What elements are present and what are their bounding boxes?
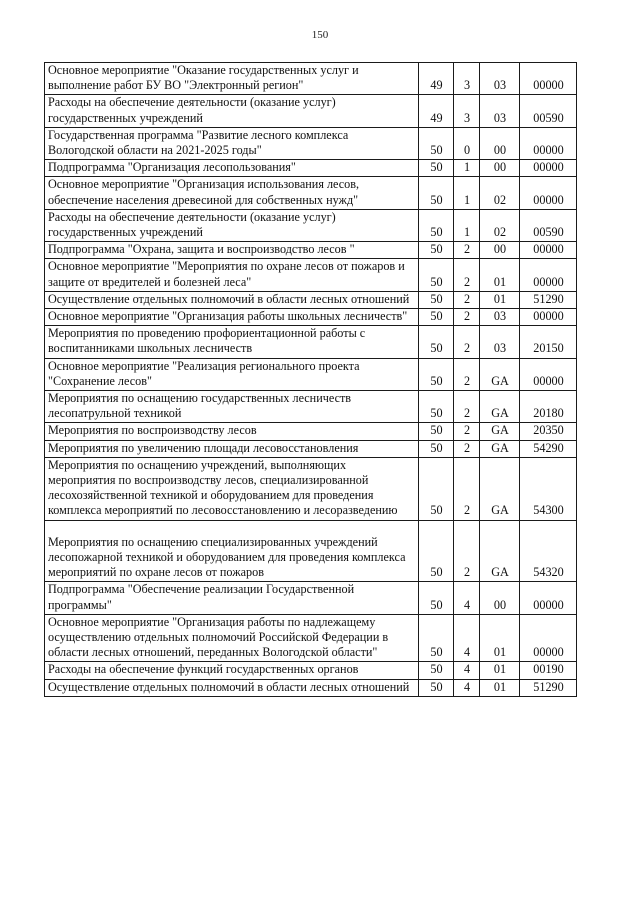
event-code: 00 bbox=[480, 127, 520, 159]
direction-code: 00000 bbox=[520, 614, 577, 662]
event-code: 00 bbox=[480, 242, 520, 259]
row-name: Расходы на обеспечение функций государственных органов bbox=[45, 662, 419, 679]
row-name: Мероприятия по оснащению учреждений, выполняющих мероприятия по воспроизводству лесов, специализированной лесохозяйственной техникой и оборудованием для проведения комплекса мероприятий по лесовосстановлению и лесоразведению bbox=[45, 457, 419, 520]
event-code: 00 bbox=[480, 582, 520, 614]
direction-code: 00000 bbox=[520, 242, 577, 259]
row-name: Осуществление отдельных полномочий в области лесных отношений bbox=[45, 679, 419, 696]
subprogram-code: 2 bbox=[454, 423, 480, 440]
row-name: Государственная программа "Развитие лесного комплекса Вологодской области на 2021-2025 годы" bbox=[45, 127, 419, 159]
direction-code: 51290 bbox=[520, 679, 577, 696]
table-row bbox=[45, 95, 577, 127]
table-row bbox=[45, 423, 577, 440]
event-code: 00 bbox=[480, 160, 520, 177]
row-name: Основное мероприятие "Организация работы школьных лесничеств" bbox=[45, 309, 419, 326]
program-code: 50 bbox=[419, 177, 454, 209]
table-row bbox=[45, 662, 577, 679]
direction-code: 00000 bbox=[520, 259, 577, 291]
row-name: Осуществление отдельных полномочий в области лесных отношений bbox=[45, 291, 419, 308]
event-code: GA bbox=[480, 391, 520, 423]
row-name: Подпрограмма "Обеспечение реализации Государственной программы" bbox=[45, 582, 419, 614]
direction-code: 00000 bbox=[520, 309, 577, 326]
program-code: 50 bbox=[419, 614, 454, 662]
program-code: 49 bbox=[419, 95, 454, 127]
direction-code: 20180 bbox=[520, 391, 577, 423]
subprogram-code: 2 bbox=[454, 309, 480, 326]
program-code: 50 bbox=[419, 242, 454, 259]
subprogram-code: 1 bbox=[454, 209, 480, 241]
event-code: 01 bbox=[480, 259, 520, 291]
program-code: 50 bbox=[419, 520, 454, 582]
event-code: 01 bbox=[480, 291, 520, 308]
subprogram-code: 2 bbox=[454, 520, 480, 582]
program-code: 50 bbox=[419, 582, 454, 614]
row-name: Основное мероприятие "Реализация регионального проекта "Сохранение лесов" bbox=[45, 358, 419, 390]
table-row bbox=[45, 160, 577, 177]
direction-code: 20350 bbox=[520, 423, 577, 440]
event-code: GA bbox=[480, 423, 520, 440]
direction-code: 00590 bbox=[520, 209, 577, 241]
event-code: 03 bbox=[480, 309, 520, 326]
event-code: 02 bbox=[480, 209, 520, 241]
row-name: Мероприятия по проведению профориентационной работы с воспитанниками школьных лесничеств bbox=[45, 326, 419, 358]
event-code: GA bbox=[480, 520, 520, 582]
program-code: 50 bbox=[419, 358, 454, 390]
table-row bbox=[45, 520, 577, 582]
table-row bbox=[45, 63, 577, 95]
table-row bbox=[45, 177, 577, 209]
table-row bbox=[45, 242, 577, 259]
subprogram-code: 2 bbox=[454, 457, 480, 520]
direction-code: 54320 bbox=[520, 520, 577, 582]
program-code: 50 bbox=[419, 209, 454, 241]
row-name: Основное мероприятие "Организация работы по надлежащему осуществлению отдельных полномочий Российской Федерации в области лесных отношений, переданных Вологодской области" bbox=[45, 614, 419, 662]
program-code: 50 bbox=[419, 160, 454, 177]
direction-code: 00000 bbox=[520, 127, 577, 159]
table-row bbox=[45, 440, 577, 457]
table-row bbox=[45, 457, 577, 520]
subprogram-code: 4 bbox=[454, 662, 480, 679]
subprogram-code: 1 bbox=[454, 160, 480, 177]
table-row bbox=[45, 209, 577, 241]
table-row bbox=[45, 614, 577, 662]
row-name: Мероприятия по оснащению специализированных учреждений лесопожарной техникой и оборудованием для проведения комплекса мероприятий по охране лесов от пожаров bbox=[45, 520, 419, 582]
direction-code: 00000 bbox=[520, 160, 577, 177]
subprogram-code: 2 bbox=[454, 440, 480, 457]
table-row bbox=[45, 127, 577, 159]
program-code: 50 bbox=[419, 457, 454, 520]
row-name: Расходы на обеспечение деятельности (оказание услуг) государственных учреждений bbox=[45, 209, 419, 241]
table-row bbox=[45, 259, 577, 291]
event-code: 03 bbox=[480, 63, 520, 95]
subprogram-code: 2 bbox=[454, 391, 480, 423]
row-name: Мероприятия по увеличению площади лесовосстановления bbox=[45, 440, 419, 457]
program-code: 50 bbox=[419, 259, 454, 291]
row-name: Расходы на обеспечение деятельности (оказание услуг) государственных учреждений bbox=[45, 95, 419, 127]
subprogram-code: 2 bbox=[454, 358, 480, 390]
program-code: 49 bbox=[419, 63, 454, 95]
event-code: 03 bbox=[480, 95, 520, 127]
direction-code: 00000 bbox=[520, 582, 577, 614]
program-code: 50 bbox=[419, 391, 454, 423]
row-name: Мероприятия по оснащению государственных лесничеств лесопатрульной техникой bbox=[45, 391, 419, 423]
table-row bbox=[45, 679, 577, 696]
direction-code: 00590 bbox=[520, 95, 577, 127]
subprogram-code: 3 bbox=[454, 95, 480, 127]
table-row bbox=[45, 326, 577, 358]
row-name: Основное мероприятие "Оказание государственных услуг и выполнение работ БУ ВО "Электронный регион" bbox=[45, 63, 419, 95]
program-code: 50 bbox=[419, 127, 454, 159]
row-name: Подпрограмма "Охрана, защита и воспроизводство лесов " bbox=[45, 242, 419, 259]
event-code: GA bbox=[480, 440, 520, 457]
subprogram-code: 0 bbox=[454, 127, 480, 159]
event-code: 03 bbox=[480, 326, 520, 358]
event-code: 01 bbox=[480, 662, 520, 679]
direction-code: 54290 bbox=[520, 440, 577, 457]
event-code: 01 bbox=[480, 614, 520, 662]
row-name: Основное мероприятие "Организация использования лесов, обеспечение населения древесиной для собственных нужд" bbox=[45, 177, 419, 209]
subprogram-code: 4 bbox=[454, 679, 480, 696]
event-code: GA bbox=[480, 457, 520, 520]
direction-code: 00190 bbox=[520, 662, 577, 679]
program-code: 50 bbox=[419, 291, 454, 308]
direction-code: 00000 bbox=[520, 177, 577, 209]
direction-code: 54300 bbox=[520, 457, 577, 520]
program-code: 50 bbox=[419, 309, 454, 326]
row-name: Основное мероприятие "Мероприятия по охране лесов от пожаров и защите от вредителей и болезней леса" bbox=[45, 259, 419, 291]
direction-code: 00000 bbox=[520, 63, 577, 95]
subprogram-code: 2 bbox=[454, 326, 480, 358]
table-row bbox=[45, 358, 577, 390]
row-name: Мероприятия по воспроизводству лесов bbox=[45, 423, 419, 440]
subprogram-code: 3 bbox=[454, 63, 480, 95]
program-code: 50 bbox=[419, 440, 454, 457]
event-code: GA bbox=[480, 358, 520, 390]
table-row bbox=[45, 309, 577, 326]
event-code: 01 bbox=[480, 679, 520, 696]
event-code: 02 bbox=[480, 177, 520, 209]
budget-classification-table bbox=[44, 62, 577, 697]
program-code: 50 bbox=[419, 423, 454, 440]
table-row bbox=[45, 582, 577, 614]
program-code: 50 bbox=[419, 662, 454, 679]
page-number: 150 bbox=[311, 29, 329, 41]
direction-code: 20150 bbox=[520, 326, 577, 358]
table-row bbox=[45, 391, 577, 423]
subprogram-code: 2 bbox=[454, 259, 480, 291]
row-name: Подпрограмма "Организация лесопользования" bbox=[45, 160, 419, 177]
direction-code: 51290 bbox=[520, 291, 577, 308]
subprogram-code: 4 bbox=[454, 582, 480, 614]
subprogram-code: 1 bbox=[454, 177, 480, 209]
subprogram-code: 2 bbox=[454, 242, 480, 259]
subprogram-code: 2 bbox=[454, 291, 480, 308]
program-code: 50 bbox=[419, 679, 454, 696]
direction-code: 00000 bbox=[520, 358, 577, 390]
subprogram-code: 4 bbox=[454, 614, 480, 662]
table-row bbox=[45, 291, 577, 308]
program-code: 50 bbox=[419, 326, 454, 358]
